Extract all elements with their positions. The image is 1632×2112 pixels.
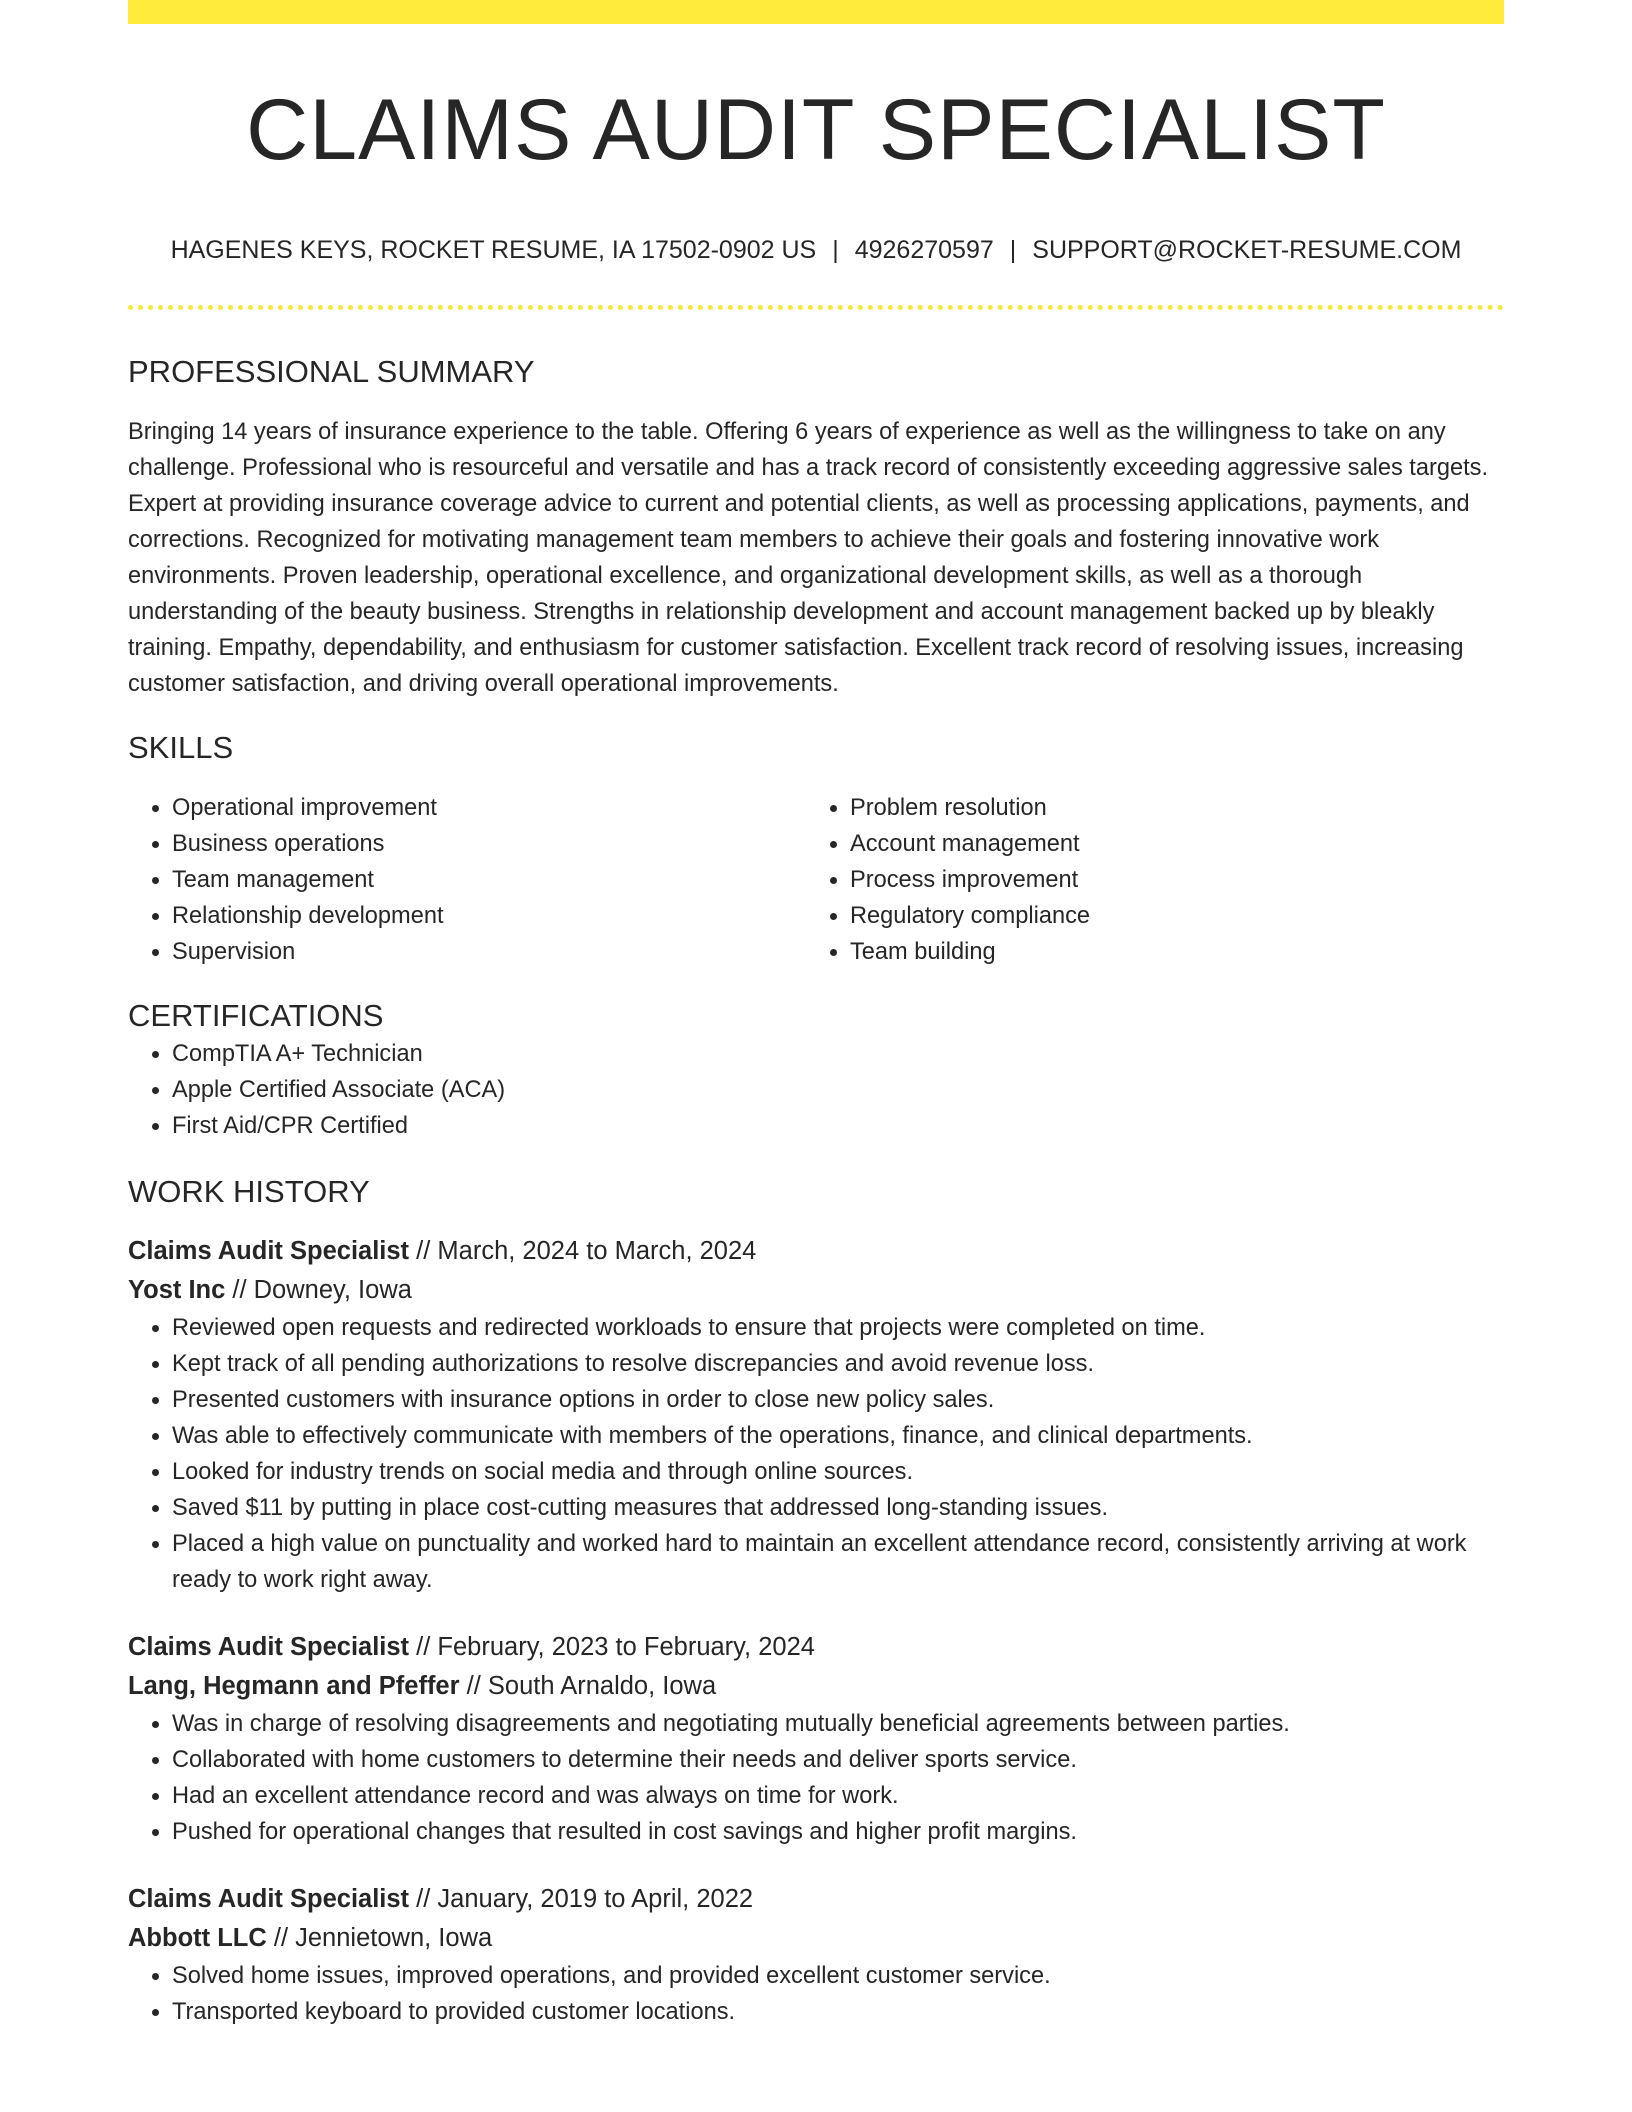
job-duty: • Saved $11 by putting in place cost-cutting measures that addressed long-standing issues. bbox=[172, 1490, 1504, 1526]
job-role: Claims Audit Specialist bbox=[128, 1885, 410, 1913]
job-duties-list bbox=[128, 1310, 1504, 1598]
job-entry bbox=[128, 1880, 1504, 2030]
skill-item: • Regulatory compliance bbox=[850, 898, 1484, 934]
skills-list-left bbox=[128, 790, 806, 970]
contact-line bbox=[128, 234, 1504, 266]
certification-item: • Apple Certified Associate (ACA) bbox=[172, 1072, 1504, 1108]
skills-column-right bbox=[806, 790, 1484, 970]
job-dates: // March, 2024 to March, 2024 bbox=[416, 1237, 757, 1265]
skills-heading: SKILLS bbox=[128, 730, 234, 765]
skills-grid bbox=[128, 790, 1504, 970]
skill-item: • Supervision bbox=[172, 934, 806, 970]
skill-item: • Problem resolution bbox=[850, 790, 1484, 826]
resume-content bbox=[128, 0, 1504, 2030]
job-duty: • Looked for industry trends on social media and through online sources. bbox=[172, 1454, 1504, 1490]
job-location: // Jennietown, Iowa bbox=[273, 1924, 493, 1952]
job-company-line bbox=[128, 1667, 1504, 1706]
job-company-line bbox=[128, 1271, 1504, 1310]
certifications-heading: CERTIFICATIONS bbox=[128, 998, 384, 1033]
skill-item: • Account management bbox=[850, 826, 1484, 862]
summary-text: Bringing 14 years of insurance experience to the table. Offering 6 years of experience as well as the willingness to take on any challenge. Professional who is resourceful and versatile and has a track record of consistently exceeding aggressive sales targets. Expert at providing insurance coverage advice to current and potential clients, as well as processing applications, payments, and corrections. Recognized for motivating management team members to achieve their goals and fostering innovative work environments. Proven leadership, operational excellence, and organizational development skills, as well as a thorough understanding of the beauty business. Strengths in relationship development and account management backed up by bleakly training. Empathy, dependability, and enthusiasm for customer satisfaction. Excellent track record of resolving issues, increasing customer satisfaction, and driving overall operational improvements. bbox=[128, 419, 1488, 697]
contact-separator: | bbox=[832, 236, 839, 264]
certification-item: • First Aid/CPR Certified bbox=[172, 1108, 1504, 1144]
skill-item: • Business operations bbox=[172, 826, 806, 862]
resume-title: CLAIMS AUDIT SPECIALIST bbox=[246, 82, 1386, 178]
job-company: Yost Inc bbox=[128, 1276, 226, 1304]
skill-item: • Team building bbox=[850, 934, 1484, 970]
skill-item: • Team management bbox=[172, 862, 806, 898]
job-duty: • Transported keyboard to provided customer locations. bbox=[172, 1994, 1504, 2030]
work-history-heading: WORK HISTORY bbox=[128, 1174, 370, 1209]
dotted-divider bbox=[128, 305, 1504, 310]
job-company: Abbott LLC bbox=[128, 1924, 267, 1952]
job-role: Claims Audit Specialist bbox=[128, 1237, 410, 1265]
job-entry bbox=[128, 1628, 1504, 1850]
job-duty: • Had an excellent attendance record and was always on time for work. bbox=[172, 1778, 1504, 1814]
job-duties-list bbox=[128, 1706, 1504, 1850]
certifications-list bbox=[128, 1036, 1504, 1144]
job-location: // South Arnaldo, Iowa bbox=[466, 1672, 717, 1700]
contact-phone: 4926270597 bbox=[854, 236, 994, 264]
job-dates: // January, 2019 to April, 2022 bbox=[416, 1885, 754, 1913]
skill-item: • Operational improvement bbox=[172, 790, 806, 826]
skill-item: • Process improvement bbox=[850, 862, 1484, 898]
job-location: // Downey, Iowa bbox=[232, 1276, 412, 1304]
skills-column-left bbox=[128, 790, 806, 970]
job-role-line bbox=[128, 1628, 1504, 1667]
job-duty: • Pushed for operational changes that resulted in cost savings and higher profit margins. bbox=[172, 1814, 1504, 1850]
contact-address: HAGENES KEYS, ROCKET RESUME, IA 17502-0902 US bbox=[170, 236, 817, 264]
job-duty: • Reviewed open requests and redirected workloads to ensure that projects were completed on time. bbox=[172, 1310, 1504, 1346]
job-entry bbox=[128, 1232, 1504, 1598]
job-company-line bbox=[128, 1919, 1504, 1958]
job-company: Lang, Hegmann and Pfeffer bbox=[128, 1672, 460, 1700]
job-duty: • Solved home issues, improved operations, and provided excellent customer service. bbox=[172, 1958, 1504, 1994]
summary-heading: PROFESSIONAL SUMMARY bbox=[128, 354, 535, 389]
contact-separator: | bbox=[1009, 236, 1017, 264]
job-duties-list bbox=[128, 1958, 1504, 2030]
certification-item: • CompTIA A+ Technician bbox=[172, 1036, 1504, 1072]
job-duty: • Was able to effectively communicate with members of the operations, finance, and clinical departments. bbox=[172, 1418, 1504, 1454]
contact-email: SUPPORT@ROCKET-RESUME.COM bbox=[1032, 236, 1462, 264]
job-duty: • Presented customers with insurance options in order to close new policy sales. bbox=[172, 1382, 1504, 1418]
job-role: Claims Audit Specialist bbox=[128, 1633, 410, 1661]
job-duty: • Was in charge of resolving disagreements and negotiating mutually beneficial agreements between parties. bbox=[172, 1706, 1504, 1742]
job-duty: • Placed a high value on punctuality and worked hard to maintain an excellent attendance record, consistently arriving at work ready to work right away. bbox=[172, 1526, 1504, 1598]
skills-list-right bbox=[806, 790, 1484, 970]
job-dates: // February, 2023 to February, 2024 bbox=[416, 1633, 815, 1661]
job-role-line bbox=[128, 1880, 1504, 1919]
job-duty: • Collaborated with home customers to determine their needs and deliver sports service. bbox=[172, 1742, 1504, 1778]
job-role-line bbox=[128, 1232, 1504, 1271]
job-duty: • Kept track of all pending authorizations to resolve discrepancies and avoid revenue loss. bbox=[172, 1346, 1504, 1382]
skill-item: • Relationship development bbox=[172, 898, 806, 934]
